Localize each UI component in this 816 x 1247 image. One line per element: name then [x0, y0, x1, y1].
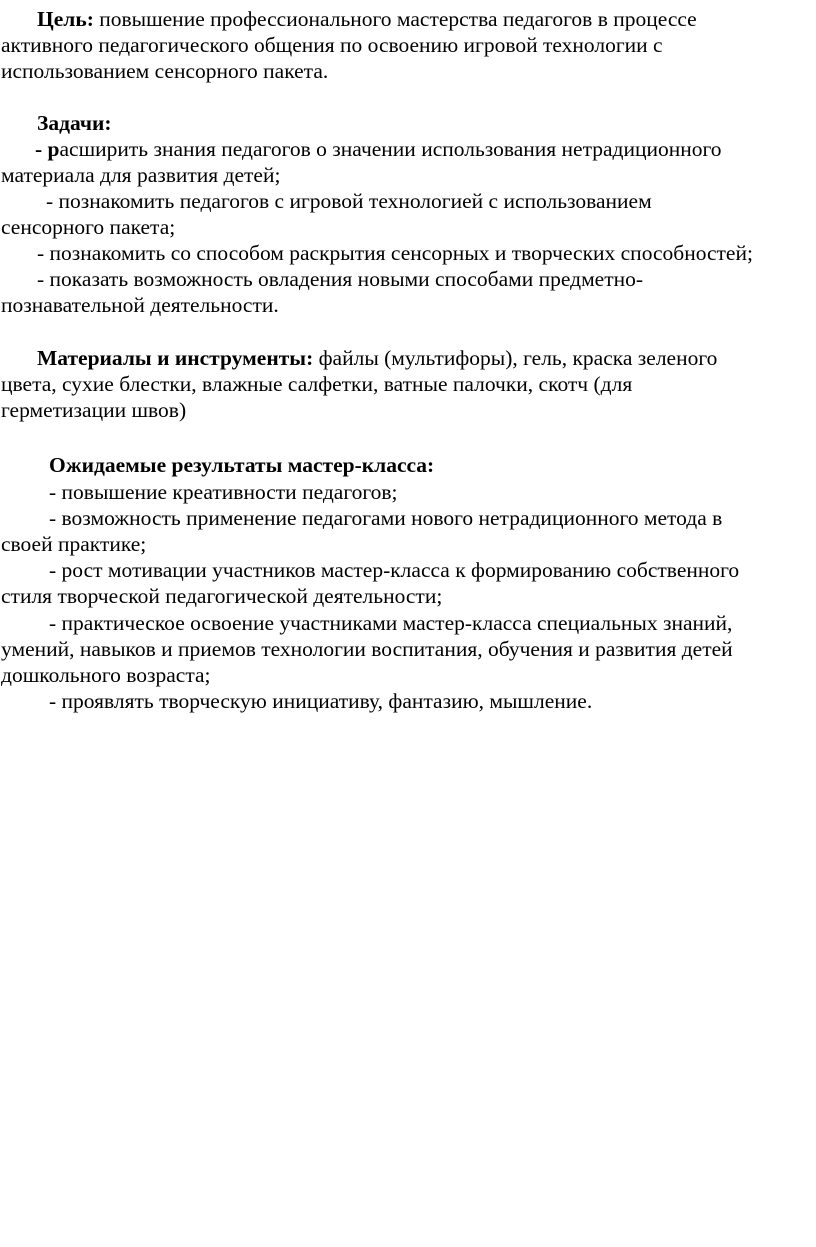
- results-item-3-line-2: стиля творческой педагогической деятельности;: [1, 584, 443, 608]
- tasks-item-2-line-1: - познакомить педагогов с игровой технологией с использованием: [46, 189, 652, 213]
- results-item-4-line-2: умений, навыков и приемов технологии воспитания, обучения и развития детей: [1, 637, 733, 661]
- tasks-item-1-line-1: [35, 136, 722, 163]
- goal-line-1: [37, 6, 697, 33]
- results-item-4-line-3: дошкольного возраста;: [1, 663, 211, 687]
- tasks-item-1-text: асширить знания педагогов о значении использования нетрадиционного: [59, 137, 722, 161]
- materials-label: Материалы и инструменты:: [37, 346, 314, 370]
- goal-line-2: активного педагогического общения по освоению игровой технологии с: [1, 33, 663, 57]
- goal-label: Цель:: [37, 7, 94, 31]
- materials-text-1: файлы (мультифоры), гель, краска зеленого: [313, 346, 718, 370]
- results-item-5: - проявлять творческую инициативу, фантазию, мышление.: [49, 689, 593, 713]
- tasks-item-4-line-1: - показать возможность овладения новыми способами предметно-: [37, 267, 644, 291]
- tasks-item-1-line-2: материала для развития детей;: [1, 163, 281, 187]
- goal-text-1: повышение профессионального мастерства педагогов в процессе: [93, 7, 697, 31]
- results-heading: Ожидаемые результаты мастер-класса:: [49, 453, 435, 477]
- materials-line-1: [37, 345, 717, 372]
- materials-line-2: цвета, сухие блестки, влажные салфетки, ватные палочки, скотч (для: [1, 372, 633, 396]
- results-item-1: - повышение креативности педагогов;: [49, 480, 398, 504]
- goal-line-3: использованием сенсорного пакета.: [1, 59, 329, 83]
- tasks-heading: Задачи:: [37, 111, 112, 135]
- tasks-item-2-line-2: сенсорного пакета;: [1, 215, 176, 239]
- results-item-2-line-1: - возможность применение педагогами нового нетрадиционного метода в: [49, 506, 723, 530]
- results-item-3-line-1: - рост мотивации участников мастер-класса к формированию собственного: [49, 558, 740, 582]
- tasks-item-4-line-2: познавательной деятельности.: [1, 293, 279, 317]
- results-item-4-line-1: - практическое освоение участниками мастер-класса специальных знаний,: [49, 611, 733, 635]
- tasks-item-1-prefix: - р: [35, 137, 60, 161]
- tasks-item-3: - познакомить со способом раскрытия сенсорных и творческих способностей;: [37, 241, 753, 265]
- materials-line-3: герметизации швов): [1, 398, 187, 422]
- results-item-2-line-2: своей практике;: [1, 532, 147, 556]
